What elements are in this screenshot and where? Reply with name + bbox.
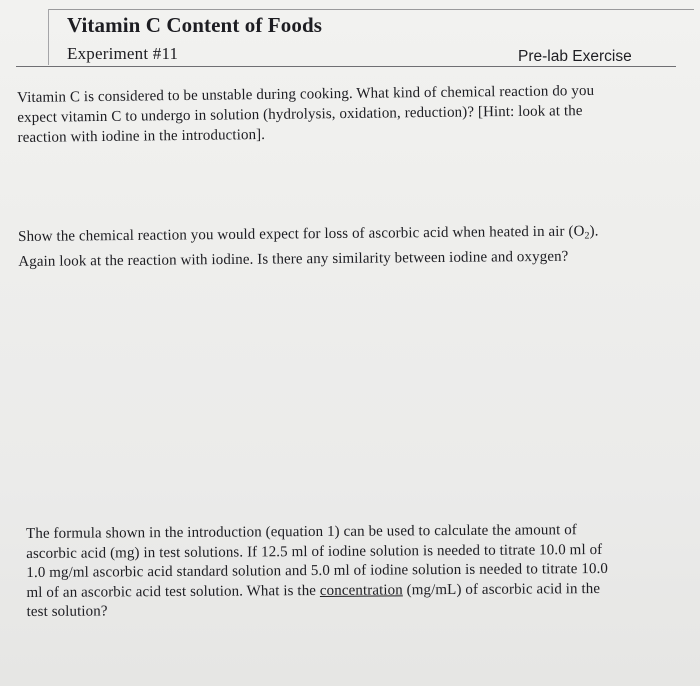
experiment-number: Experiment #11 — [67, 44, 179, 63]
question-2-line: Again look at the reaction with iodine. Is there any similarity between iodine and oxygen? — [18, 248, 569, 270]
question-2-text: Show the chemical reaction you would expect for loss of ascorbic acid when heated in air (O — [18, 223, 585, 245]
question-3-text: ml of an ascorbic acid test solution. What is the — [26, 582, 320, 601]
question-1-line: reaction with iodine in the introduction]. — [17, 126, 266, 146]
page-title: Vitamin C Content of Foods — [67, 13, 322, 37]
question-3-line: The formula shown in the introduction (equation 1) can be used to calculate the amount of — [26, 522, 577, 542]
question-3-text-end: (mg/mL) of ascorbic acid in the — [402, 580, 601, 598]
question-1-line: Vitamin C is considered to be unstable during cooking. What kind of chemical reaction do you — [17, 82, 595, 106]
header-top-rule — [48, 9, 694, 10]
oxygen-subscript: 2 — [584, 230, 590, 242]
question-3-line: ascorbic acid (mg) in test solutions. If 12.5 ml of iodine solution is needed to titrate 10.0 ml of — [26, 541, 603, 562]
question-3-line: 1.0 mg/ml ascorbic acid standard solution and 5.0 ml of iodine solution is needed to titrate 10.0 — [26, 560, 609, 581]
question-3-line: test solution? — [26, 603, 108, 620]
question-3 — [26, 521, 608, 623]
question-1-line: expect vitamin C to undergo in solution (hydrolysis, oxidation, reduction)? [Hint: look at the — [17, 103, 583, 126]
question-2 — [18, 221, 599, 272]
header-left-rule — [48, 9, 49, 65]
exercise-label: Pre-lab Exercise — [518, 48, 632, 65]
question-2-text-end: ). — [589, 223, 599, 240]
concentration-term: concentration — [319, 581, 403, 599]
question-3-line — [26, 579, 608, 603]
question-1 — [17, 81, 595, 148]
header-divider — [16, 66, 676, 67]
